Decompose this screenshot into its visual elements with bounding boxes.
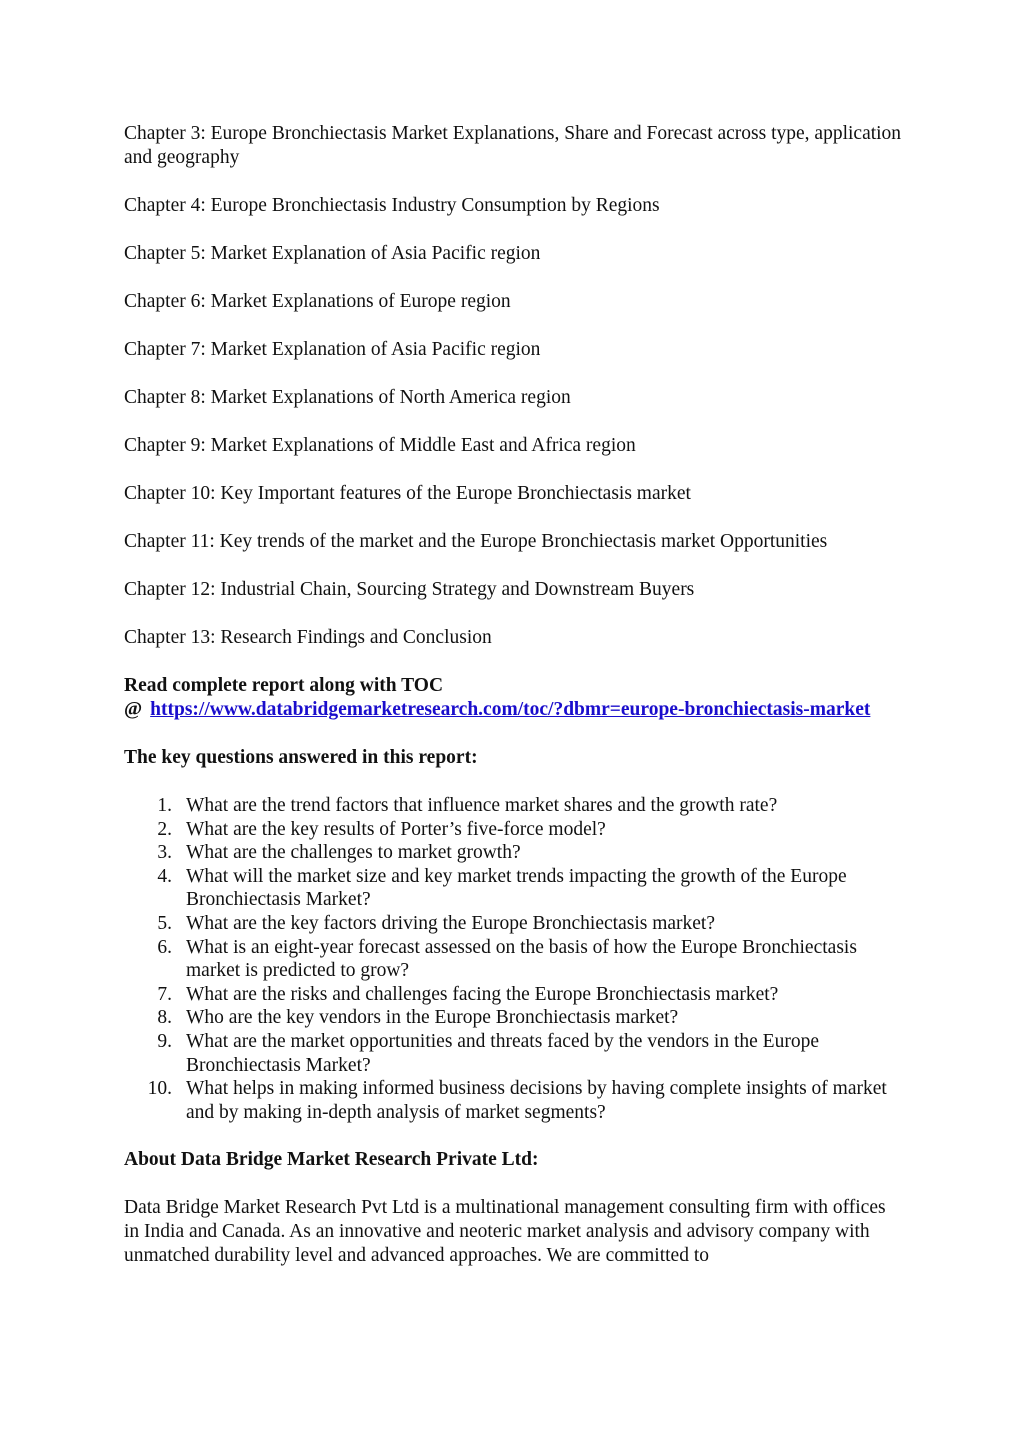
question-item xyxy=(124,1006,904,1030)
question-number: 4. xyxy=(157,865,172,887)
questions-heading: The key questions answered in this report: xyxy=(124,747,478,768)
question-item xyxy=(124,912,904,936)
about-body: Data Bridge Market Research Pvt Ltd is a multinational management consulting firm with offices in India and Canada. As an innovative and neoteric market analysis and advisory company with unmatched durability level and advanced approaches. We are committed to xyxy=(124,1197,886,1267)
chapter-3: Chapter 3: Europe Bronchiectasis Market Explanations, Share and Forecast across type, application and geography xyxy=(124,123,902,168)
question-item xyxy=(124,841,904,865)
question-number: 7. xyxy=(157,983,172,1005)
toc-link-line xyxy=(124,698,904,722)
about-heading: About Data Bridge Market Research Private Ltd: xyxy=(124,1149,539,1171)
question-number: 1. xyxy=(157,795,172,816)
at-symbol: @ xyxy=(124,699,143,720)
toc-link[interactable]: https://www.databridgemarketresearch.com/toc/?dbmr=europe-bronchiectasis-market xyxy=(150,699,871,720)
chapter-10: Chapter 10: Key Important features of the Europe Bronchiectasis market xyxy=(124,483,691,504)
chapter-6: Chapter 6: Market Explanations of Europe region xyxy=(124,291,511,312)
question-number: 8. xyxy=(157,1007,172,1029)
question-text: What are the trend factors that influence market shares and the growth rate? xyxy=(186,795,778,816)
chapter-12: Chapter 12: Industrial Chain, Sourcing Strategy and Downstream Buyers xyxy=(124,579,695,600)
question-item xyxy=(124,936,904,983)
question-text: What are the risks and challenges facing the Europe Bronchiectasis market? xyxy=(186,983,779,1005)
question-number: 6. xyxy=(157,936,172,958)
question-text: What is an eight-year forecast assessed on the basis of how the Europe Bronchiectasis market is predicted to grow? xyxy=(186,936,857,982)
chapter-9: Chapter 9: Market Explanations of Middle East and Africa region xyxy=(124,435,636,456)
chapter-11: Chapter 11: Key trends of the market and the Europe Bronchiectasis market Opportunities xyxy=(124,531,828,552)
chapter-7: Chapter 7: Market Explanation of Asia Pacific region xyxy=(124,339,541,360)
question-number: 2. xyxy=(157,818,172,840)
question-item xyxy=(124,1077,904,1124)
question-number: 10. xyxy=(147,1078,172,1100)
question-item xyxy=(124,865,904,912)
toc-heading: Read complete report along with TOC xyxy=(124,675,444,696)
chapter-4: Chapter 4: Europe Bronchiectasis Industry Consumption by Regions xyxy=(124,195,660,216)
question-text: What are the key results of Porter’s five-force model? xyxy=(186,818,606,840)
question-number: 5. xyxy=(157,912,172,934)
question-text: Who are the key vendors in the Europe Bronchiectasis market? xyxy=(186,1007,679,1029)
question-text: What helps in making informed business decisions by having complete insights of market and by making in-depth analysis of market segments? xyxy=(186,1078,887,1123)
question-item xyxy=(124,1030,904,1077)
chapter-8: Chapter 8: Market Explanations of North America region xyxy=(124,387,571,408)
chapter-13: Chapter 13: Research Findings and Conclusion xyxy=(124,627,492,648)
question-text: What will the market size and key market trends impacting the growth of the Europe Bronchiectasis Market? xyxy=(186,865,847,911)
question-item xyxy=(124,818,904,842)
question-number: 3. xyxy=(157,842,172,864)
document-page xyxy=(124,122,904,1292)
question-item xyxy=(124,794,904,818)
questions-list xyxy=(124,794,904,1124)
question-text: What are the key factors driving the Europe Bronchiectasis market? xyxy=(186,912,715,934)
question-text: What are the market opportunities and threats faced by the vendors in the Europe Bronchiectasis Market? xyxy=(186,1030,819,1076)
question-text: What are the challenges to market growth? xyxy=(186,842,521,864)
question-number: 9. xyxy=(157,1030,172,1052)
toc-section xyxy=(124,674,904,722)
chapter-5: Chapter 5: Market Explanation of Asia Pacific region xyxy=(124,243,541,264)
question-item xyxy=(124,983,904,1007)
